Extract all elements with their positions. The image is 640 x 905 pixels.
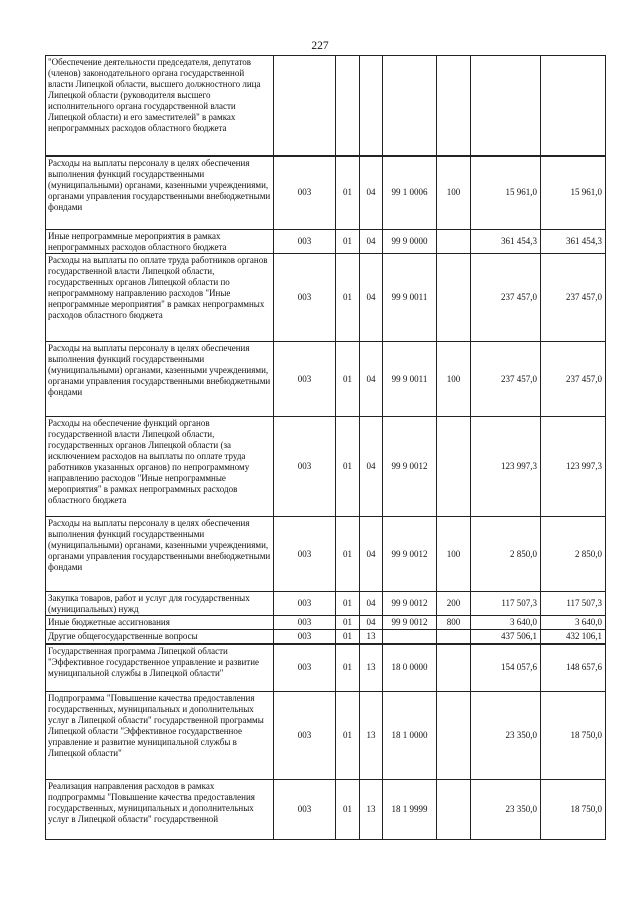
row-pr: 04: [360, 616, 383, 630]
row-name: "Обеспечение деятельности председателя, депутатов (членов) законодательного органа государственной власти Липецкой области, высшего должностного лица Липецкой области (руководителя высшего исполнительного органа государственной власти Липецкой области) и его заместителей" в рамках непрограммных расходов областного бюджета: [46, 56, 274, 156]
row-pr: 04: [360, 592, 383, 616]
table-row: [46, 616, 606, 630]
row-rz: 01: [336, 517, 360, 592]
row-name: Подпрограмма "Повышение качества предоставления государственных, муниципальных и дополнительных услуг в Липецкой области" государственной программы Липецкой области "Эффективное государственное управление и развитие муниципальной службы в Липецкой области": [46, 692, 274, 780]
row-vr: [437, 780, 471, 840]
row-vr: 100: [437, 517, 471, 592]
row-sum-2: 237 457,0: [541, 342, 606, 417]
row-rz: 01: [336, 616, 360, 630]
row-rz: [336, 56, 360, 156]
row-pr: [360, 56, 383, 156]
row-vr: [437, 230, 471, 254]
row-vr: 200: [437, 592, 471, 616]
row-pr: 04: [360, 230, 383, 254]
row-vr: [437, 644, 471, 692]
row-name: Другие общегосударственные вопросы: [46, 630, 274, 644]
row-name: Иные бюджетные ассигнования: [46, 616, 274, 630]
row-ved: 003: [274, 630, 336, 644]
row-sum-2: 18 750,0: [541, 692, 606, 780]
row-pr: 04: [360, 342, 383, 417]
row-csr: 18 1 0000: [383, 692, 437, 780]
row-ved: 003: [274, 692, 336, 780]
row-ved: 003: [274, 517, 336, 592]
row-sum-1: 437 506,1: [471, 630, 541, 644]
row-sum-2: 15 961,0: [541, 156, 606, 230]
row-sum-1: 154 057,6: [471, 644, 541, 692]
row-sum-1: 117 507,3: [471, 592, 541, 616]
row-pr: 13: [360, 780, 383, 840]
row-ved: 003: [274, 644, 336, 692]
row-pr: 13: [360, 692, 383, 780]
row-vr: [437, 692, 471, 780]
row-ved: 003: [274, 254, 336, 342]
row-sum-1: 15 961,0: [471, 156, 541, 230]
row-csr: 99 1 0006: [383, 156, 437, 230]
row-csr: 99 9 0011: [383, 254, 437, 342]
row-name: Расходы на выплаты персоналу в целях обеспечения выполнения функций государственными (муниципальными) органами, казенными учреждениями, органами управления государственными внебюджетными фондами: [46, 517, 274, 592]
row-sum-1: 361 454,3: [471, 230, 541, 254]
row-sum-2: 123 997,3: [541, 417, 606, 517]
table-row: [46, 254, 606, 342]
row-name: Иные непрограммные мероприятия в рамках непрограммных расходов областного бюджета: [46, 230, 274, 254]
row-sum-2: 3 640,0: [541, 616, 606, 630]
row-ved: 003: [274, 342, 336, 417]
row-vr: [437, 417, 471, 517]
row-csr: 99 9 0012: [383, 417, 437, 517]
row-csr: 99 9 0012: [383, 517, 437, 592]
row-name: Закупка товаров, работ и услуг для государственных (муниципальных) нужд: [46, 592, 274, 616]
row-sum-1: 2 850,0: [471, 517, 541, 592]
table-row: [46, 780, 606, 840]
row-rz: 01: [336, 780, 360, 840]
table-row: [46, 417, 606, 517]
table-row: [46, 156, 606, 230]
row-pr: 04: [360, 156, 383, 230]
row-ved: 003: [274, 417, 336, 517]
row-sum-1: 123 997,3: [471, 417, 541, 517]
table-row: [46, 517, 606, 592]
row-sum-1: 23 350,0: [471, 692, 541, 780]
row-sum-2: 361 454,3: [541, 230, 606, 254]
row-name: Расходы на выплаты персоналу в целях обеспечения выполнения функций государственными (муниципальными) органами, казенными учреждениями, органами управления государственными внебюджетными фондами: [46, 156, 274, 230]
row-vr: 100: [437, 342, 471, 417]
row-rz: 01: [336, 254, 360, 342]
row-name: Расходы на выплаты персоналу в целях обеспечения выполнения функций государственными (муниципальными) органами, казенными учреждениями, органами управления государственными внебюджетными фондами: [46, 342, 274, 417]
row-vr: 100: [437, 156, 471, 230]
row-csr: [383, 56, 437, 156]
row-vr: [437, 630, 471, 644]
row-name: Расходы на выплаты по оплате труда работников органов государственной власти Липецкой области, государственных органов Липецкой области по непрограммному направлению расходов "Иные непрограммные мероприятия" в рамках непрограммных расходов областного бюджета: [46, 254, 274, 342]
row-sum-2: [541, 56, 606, 156]
row-pr: 04: [360, 254, 383, 342]
row-sum-1: 237 457,0: [471, 254, 541, 342]
row-rz: 01: [336, 342, 360, 417]
row-csr: 99 9 0011: [383, 342, 437, 417]
budget-table: [45, 55, 606, 840]
row-pr: 13: [360, 644, 383, 692]
row-rz: 01: [336, 417, 360, 517]
row-csr: 18 1 9999: [383, 780, 437, 840]
row-sum-1: 23 350,0: [471, 780, 541, 840]
row-sum-2: 2 850,0: [541, 517, 606, 592]
row-sum-1: [471, 56, 541, 156]
row-csr: 99 9 0012: [383, 616, 437, 630]
table-row: [46, 644, 606, 692]
row-ved: 003: [274, 230, 336, 254]
row-csr: 99 9 0012: [383, 592, 437, 616]
row-sum-1: 237 457,0: [471, 342, 541, 417]
row-pr: 13: [360, 630, 383, 644]
row-sum-2: 117 507,3: [541, 592, 606, 616]
row-rz: 01: [336, 592, 360, 616]
row-name: Реализация направления расходов в рамках подпрограммы "Повышение качества предоставления государственных, муниципальных и дополнительных услуг в Липецкой области" государственной: [46, 780, 274, 840]
row-ved: 003: [274, 156, 336, 230]
row-sum-2: 432 106,1: [541, 630, 606, 644]
table-row: [46, 630, 606, 644]
table-row: [46, 592, 606, 616]
row-ved: 003: [274, 616, 336, 630]
row-rz: 01: [336, 644, 360, 692]
table-row: [46, 342, 606, 417]
row-vr: [437, 56, 471, 156]
row-sum-2: 237 457,0: [541, 254, 606, 342]
row-rz: 01: [336, 230, 360, 254]
table-row: [46, 56, 606, 156]
row-csr: 99 9 0000: [383, 230, 437, 254]
row-rz: 01: [336, 630, 360, 644]
row-pr: 04: [360, 417, 383, 517]
table-row: [46, 692, 606, 780]
row-pr: 04: [360, 517, 383, 592]
row-vr: [437, 254, 471, 342]
row-name: Расходы на обеспечение функций органов государственной власти Липецкой области, государственных органов Липецкой области (за исключением расходов на выплаты по оплате труда работников указанных органов) по непрограммному направлению расходов "Иные непрограммные мероприятия" в рамках непрограммных расходов областного бюджета: [46, 417, 274, 517]
row-vr: 800: [437, 616, 471, 630]
row-name: Государственная программа Липецкой области "Эффективное государственное управление и развитие муниципальной службы в Липецкой области": [46, 644, 274, 692]
row-ved: [274, 56, 336, 156]
row-sum-2: 18 750,0: [541, 780, 606, 840]
row-rz: 01: [336, 156, 360, 230]
row-csr: [383, 630, 437, 644]
table-row: [46, 230, 606, 254]
row-sum-1: 3 640,0: [471, 616, 541, 630]
page-number: 227: [311, 40, 329, 52]
row-ved: 003: [274, 780, 336, 840]
row-ved: 003: [274, 592, 336, 616]
row-csr: 18 0 0000: [383, 644, 437, 692]
row-sum-2: 148 657,6: [541, 644, 606, 692]
row-rz: 01: [336, 692, 360, 780]
